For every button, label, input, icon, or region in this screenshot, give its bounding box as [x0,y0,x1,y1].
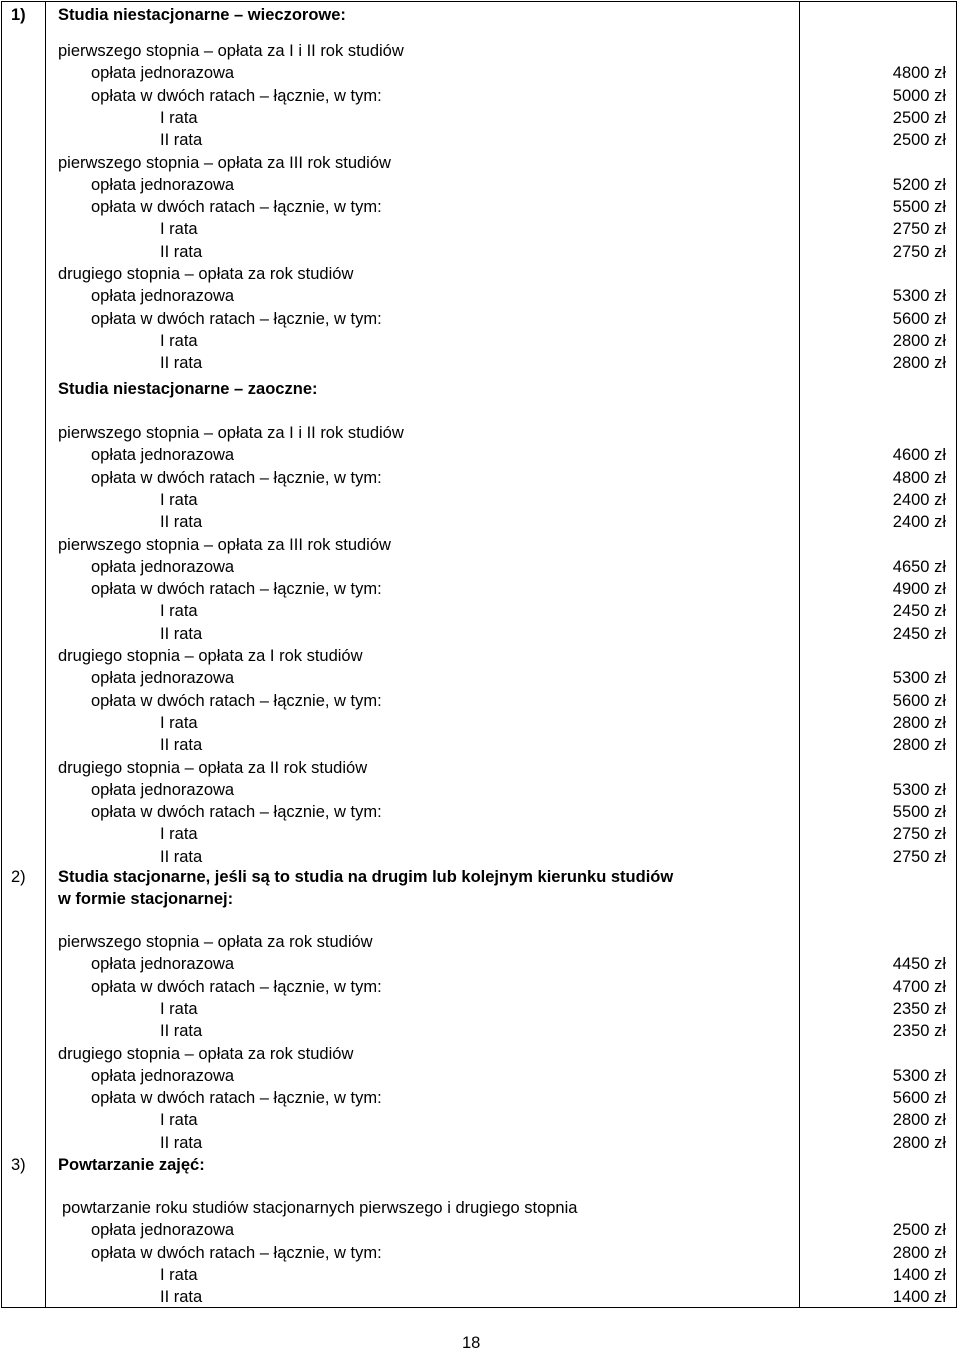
fee-label: I rata [160,331,198,350]
fee-amount: 2750 zł [892,220,946,239]
fee-label: I rata [160,1111,198,1130]
fee-label: opłata w dwóch ratach – łącznie, w tym: [91,803,382,822]
fee-label: opłata w dwóch ratach – łącznie, w tym: [91,468,382,487]
fee-label: I rata [160,220,198,239]
section-title: Studia niestacjonarne – wieczorowe: [58,6,346,24]
fee-label: I rata [160,713,198,732]
fee-amount: 5300 zł [892,287,946,306]
fee-amount: 2400 zł [892,490,946,509]
fee-label: opłata jednorazowa [91,1066,235,1085]
fee-label: II rata [160,131,203,150]
fee-amount: 1400 zł [892,1265,946,1284]
fee-label: II rata [160,847,203,866]
fee-label: opłata jednorazowa [91,669,235,688]
fee-label: I rata [160,1265,198,1284]
fee-amount: 4650 zł [892,557,946,576]
fee-amount: 2800 zł [892,1133,946,1152]
fee-label: II rata [160,736,203,755]
fee-amount: 2350 zł [892,999,946,1018]
section-title: Studia stacjonarne, jeśli są to studia na drugim lub kolejnym kierunku studiów [58,868,674,886]
level-heading: drugiego stopnia – opłata za I rok studiów [58,647,363,665]
fee-label: opłata jednorazowa [91,780,235,799]
fee-label: opłata w dwóch ratach – łącznie, w tym: [91,977,382,996]
fee-amount: 1400 zł [892,1288,946,1307]
level-heading: pierwszego stopnia – opłata za I i II rok studiów [58,424,404,442]
level-heading: drugiego stopnia – opłata za rok studiów [58,265,354,283]
fee-label: I rata [160,825,198,844]
fee-amount: 2800 zł [892,713,946,732]
fee-label: II rata [160,354,203,373]
section-number: 2) [11,868,26,886]
level-heading: pierwszego stopnia – opłata za III rok studiów [58,535,391,554]
fee-label: II rata [160,1022,203,1041]
level-heading: powtarzanie roku studiów stacjonarnych pierwszego i drugiego stopnia [62,1199,578,1217]
fee-amount: 4800 zł [892,64,946,83]
fee-label: opłata w dwóch ratach – łącznie, w tym: [91,86,382,105]
fee-label: opłata w dwóch ratach – łącznie, w tym: [91,1243,382,1262]
level-heading: pierwszego stopnia – opłata za rok studiów [58,933,373,951]
fee-label: II rata [160,1133,203,1152]
fee-amount: 5600 zł [892,691,946,710]
fee-amount: 2800 zł [892,354,946,373]
fee-label: I rata [160,999,198,1018]
fee-label: opłata w dwóch ratach – łącznie, w tym: [91,691,382,710]
fee-amount: 2750 zł [892,825,946,844]
level-heading: drugiego stopnia – opłata za II rok studiów [58,758,368,777]
fee-label: II rata [160,1288,203,1307]
fee-amount: 2500 zł [892,131,946,150]
fee-label: I rata [160,490,198,509]
fee-label: opłata jednorazowa [91,446,235,465]
fee-amount: 2450 zł [892,602,946,621]
section-number: 1) [11,6,26,24]
fee-amount: 5200 zł [892,175,946,194]
fee-amount: 4700 zł [892,977,946,996]
fee-label: I rata [160,108,198,127]
fee-amount: 2800 zł [892,736,946,755]
fee-amount: 2500 zł [892,108,946,127]
fee-amount: 2750 zł [892,847,946,866]
fee-amount: 2750 zł [892,242,946,261]
fee-amount: 5300 zł [892,780,946,799]
fee-label: opłata jednorazowa [91,64,235,83]
fee-label: II rata [160,624,203,643]
fee-label: opłata jednorazowa [91,175,235,194]
fee-label: II rata [160,513,203,532]
table-column-divider [45,1,46,1308]
section-title: w formie stacjonarnej: [58,890,234,908]
fee-label: opłata w dwóch ratach – łącznie, w tym: [91,1089,382,1108]
section-title: Powtarzanie zajęć: [58,1156,205,1174]
fee-amount: 5300 zł [892,669,946,688]
fee-amount: 2500 zł [892,1221,946,1240]
fee-label: opłata jednorazowa [91,1221,235,1240]
page-number: 18 [462,1334,481,1352]
fee-amount: 5600 zł [892,309,946,328]
fee-label: opłata w dwóch ratach – łącznie, w tym: [91,198,382,217]
section-number: 3) [11,1156,26,1174]
fee-amount: 4800 zł [892,468,946,487]
fee-amount: 5600 zł [892,1089,946,1108]
fee-amount: 2800 zł [892,1111,946,1130]
fee-label: II rata [160,242,203,261]
fee-amount: 2400 zł [892,513,946,532]
fee-label: opłata jednorazowa [91,955,235,974]
fee-amount: 4450 zł [892,955,946,974]
fee-amount: 2800 zł [892,1243,946,1262]
fee-amount: 2350 zł [892,1022,946,1041]
fee-amount: 4600 zł [892,446,946,465]
fee-amount: 4900 zł [892,580,946,599]
fee-amount: 5300 zł [892,1066,946,1085]
fee-label: opłata jednorazowa [91,557,235,576]
level-heading: pierwszego stopnia – opłata za III rok studiów [58,153,391,172]
fee-label: opłata w dwóch ratach – łącznie, w tym: [91,309,382,328]
fee-amount: 2800 zł [892,331,946,350]
table-column-divider [799,1,800,1308]
fee-label: opłata w dwóch ratach – łącznie, w tym: [91,580,382,599]
level-heading: pierwszego stopnia – opłata za I i II rok studiów [58,42,404,60]
fee-amount: 5500 zł [892,198,946,217]
fee-amount: 2450 zł [892,624,946,643]
fee-label: opłata jednorazowa [91,287,235,306]
fee-label: I rata [160,602,198,621]
fee-amount: 5500 zł [892,803,946,822]
section-title: Studia niestacjonarne – zaoczne: [58,380,318,398]
level-heading: drugiego stopnia – opłata za rok studiów [58,1044,354,1063]
fee-amount: 5000 zł [892,86,946,105]
